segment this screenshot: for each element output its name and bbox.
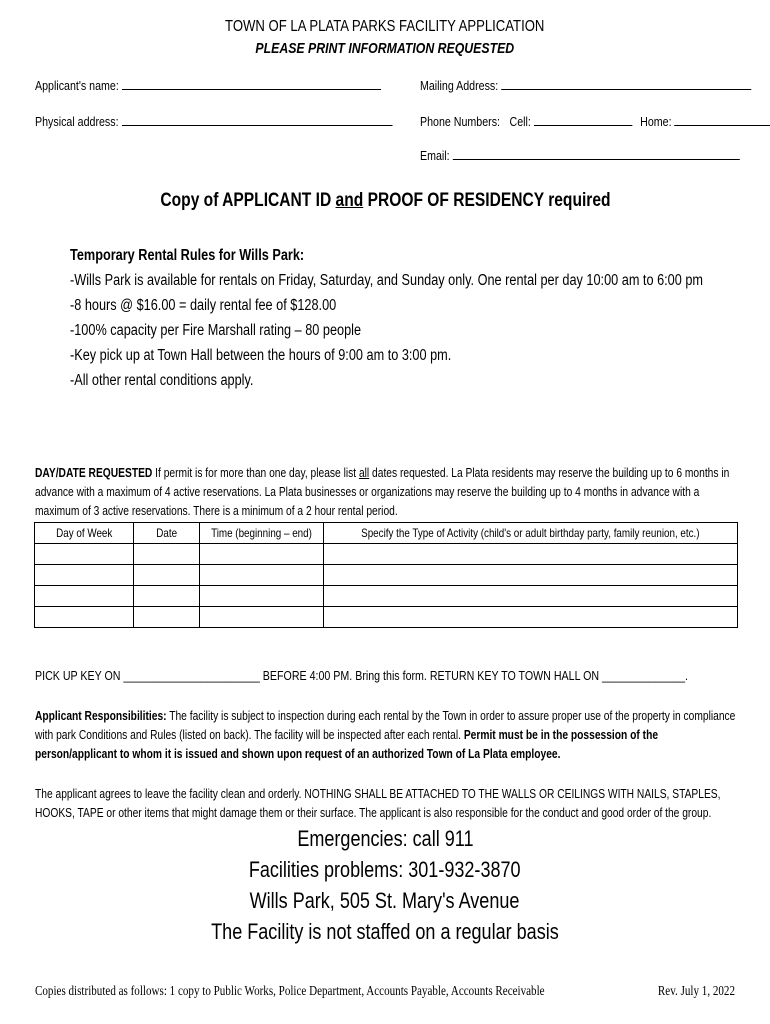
table-cell[interactable]	[200, 565, 324, 586]
rule-item: -100% capacity per Fire Marshall rating – 80 people	[70, 322, 362, 339]
mailing-address-field[interactable]	[420, 77, 751, 93]
email-line[interactable]	[453, 147, 740, 160]
rule-item: -8 hours @ $16.00 = daily rental fee of $128.00	[70, 297, 337, 314]
responsibilities-paragraph: Applicant Responsibilities: The facility is subject to inspection during each rental by the Town in order to assure proper use of the property in compliance with park Conditions and Rules (listed on back). The facility will be inspected after each rental. Permit must be in the possession of the person/applicant to whom it is issued and shown upon request of an authorized Town of La Plata employee.	[35, 709, 736, 761]
cell-line[interactable]	[534, 113, 632, 126]
table-row[interactable]	[35, 586, 738, 607]
table-header-row	[35, 523, 738, 544]
day-date-label: DAY/DATE REQUESTED	[35, 466, 153, 480]
table-cell[interactable]	[200, 586, 324, 607]
table-cell[interactable]	[324, 607, 738, 628]
table-cell[interactable]	[324, 565, 738, 586]
facilities-contact: Facilities problems: 301-932-3870	[249, 857, 521, 882]
table-cell[interactable]	[324, 544, 738, 565]
rule-item: -Wills Park is available for rentals on Friday, Saturday, and Sunday only. One rental per day 10:00 am to 6:00 pm	[70, 272, 704, 289]
copies-distribution: Copies distributed as follows: 1 copy to Public Works, Police Department, Accounts Payable, Accounts Receivable	[35, 983, 545, 998]
col-date: Date	[133, 523, 200, 544]
col-activity: Specify the Type of Activity (child's or adult birthday party, family reunion, etc.)	[324, 523, 738, 544]
table-cell[interactable]	[133, 607, 200, 628]
pickup-key-line[interactable]: PICK UP KEY ON _______________________ BEFORE 4:00 PM. Bring this form. RETURN KEY TO TOWN HALL ON ______________.	[35, 668, 688, 683]
email-label: Email:	[420, 148, 450, 163]
responsibilities-label: Applicant Responsibilities:	[35, 709, 167, 723]
table-row[interactable]	[35, 565, 738, 586]
table-cell[interactable]	[200, 544, 324, 565]
col-time: Time (beginning – end)	[200, 523, 324, 544]
agreement-paragraph: The applicant agrees to leave the facility clean and orderly. NOTHING SHALL BE ATTACHED TO THE WALLS OR CEILINGS WITH NAILS, STAPLES, HOOKS, TAPE or other items that might damage them or their surface. The applicant is also responsible for the conduct and good order of the group.	[35, 787, 721, 820]
schedule-table	[34, 522, 738, 628]
applicant-name-label: Applicant's name:	[35, 78, 119, 93]
table-cell[interactable]	[324, 586, 738, 607]
physical-address-field[interactable]	[35, 113, 392, 129]
phone-label: Phone Numbers:	[420, 114, 501, 129]
table-cell[interactable]	[133, 565, 200, 586]
mailing-address-line[interactable]	[501, 77, 751, 90]
day-date-paragraph: DAY/DATE REQUESTED If permit is for more than one day, please list all dates requested. La Plata residents may reserve the building up to 6 months in advance with a maximum of 4 active reservations. La Plata businesses or organizations may reserve the building up to 4 months in advance with a maximum of 3 active reservations. There is a minimum of a 2 hour rental period.	[35, 466, 730, 518]
physical-address-label: Physical address:	[35, 114, 119, 129]
physical-address-line[interactable]	[122, 113, 393, 126]
form-title: TOWN OF LA PLATA PARKS FACILITY APPLICATION	[225, 18, 545, 35]
table-cell[interactable]	[35, 565, 134, 586]
table-row[interactable]	[35, 544, 738, 565]
table-cell[interactable]	[35, 586, 134, 607]
requirement-heading: Copy of APPLICANT ID and PROOF OF RESIDENCY required	[159, 190, 611, 211]
table-cell[interactable]	[133, 586, 200, 607]
revision-date: Rev. July 1, 2022	[657, 983, 735, 998]
col-day-of-week: Day of Week	[35, 523, 134, 544]
cell-label: Cell:	[509, 114, 531, 129]
emergency-contact: Emergencies: call 911	[296, 826, 474, 851]
table-cell[interactable]	[200, 607, 324, 628]
table-cell[interactable]	[35, 544, 134, 565]
home-line[interactable]	[675, 113, 770, 126]
rule-item: -All other rental conditions apply.	[70, 372, 254, 389]
park-address: Wills Park, 505 St. Mary's Avenue	[250, 888, 520, 913]
email-field[interactable]	[420, 147, 740, 163]
phone-field[interactable]	[420, 113, 770, 129]
table-row[interactable]	[35, 607, 738, 628]
rental-rules	[70, 243, 703, 393]
applicant-name-line[interactable]	[122, 77, 381, 90]
rule-item: -Key pick up at Town Hall between the hours of 9:00 am to 3:00 pm.	[70, 347, 452, 364]
table-cell[interactable]	[35, 607, 134, 628]
rules-title: Temporary Rental Rules for Wills Park:	[70, 247, 305, 264]
table-cell[interactable]	[133, 544, 200, 565]
form-subtitle: PLEASE PRINT INFORMATION REQUESTED	[255, 40, 515, 57]
home-label: Home:	[640, 114, 672, 129]
mailing-address-label: Mailing Address:	[420, 78, 499, 93]
staffing-note: The Facility is not staffed on a regular basis	[211, 919, 559, 944]
applicant-name-field[interactable]	[35, 77, 381, 93]
